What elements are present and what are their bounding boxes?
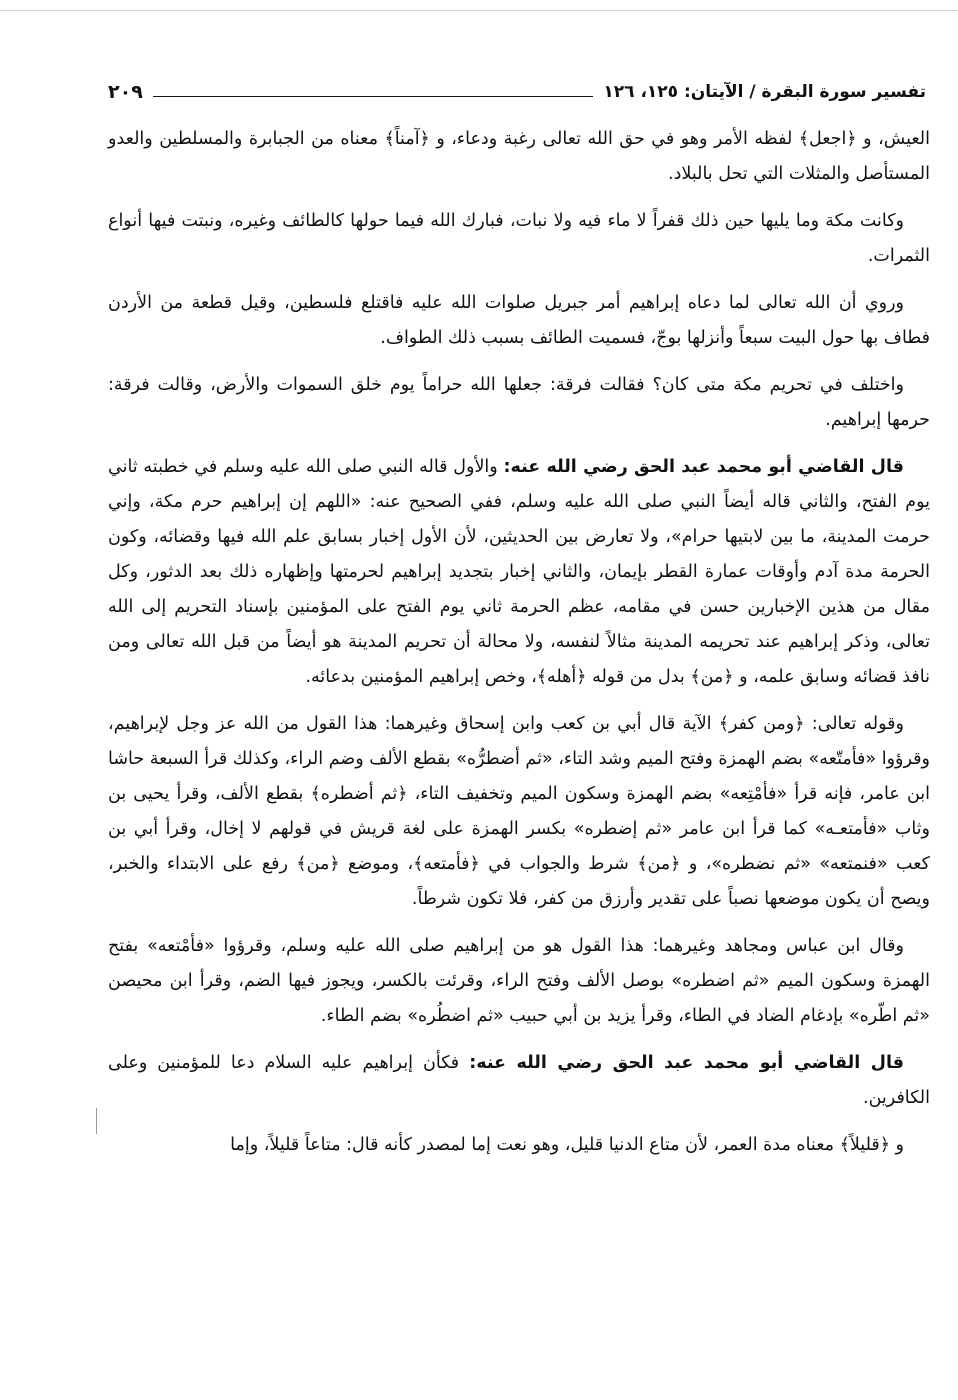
paragraph bbox=[108, 1128, 930, 1163]
page-body bbox=[108, 122, 930, 1382]
paragraph-text: فكأن إبراهيم عليه السلام دعا للمؤمنين وعلى الكافرين. bbox=[108, 1053, 930, 1108]
paragraph-text: العيش، و ﴿اجعل﴾ لفظه الأمر وهو في حق الله تعالى رغبة ودعاء، و ﴿آمناً﴾ معناه من الجبابرة والمسلطين والعدو المستأصل والمثلات التي تحل بالبلاد. bbox=[108, 129, 930, 184]
paragraph-lead: قال القاضي أبو محمد عبد الحق رضي الله عنه: bbox=[469, 1053, 904, 1073]
paragraph-text: واختلف في تحريم مكة متى كان؟ فقالت فرقة: جعلها الله حراماً يوم خلق السموات والأرض، وقالت فرقة: حرمها إبراهيم. bbox=[108, 375, 930, 430]
paragraph bbox=[108, 368, 930, 438]
page-number: ٢٠٩ bbox=[108, 81, 143, 103]
paragraph bbox=[108, 707, 930, 917]
paragraph-lead: قال القاضي أبو محمد عبد الحق رضي الله عنه: bbox=[503, 457, 904, 477]
paragraph bbox=[108, 204, 930, 274]
page-header bbox=[108, 76, 926, 108]
paragraph-text: وقال ابن عباس ومجاهد وغيرهما: هذا القول هو من إبراهيم صلى الله عليه وسلم، وقرؤوا «فأمْتعه» بفتح الهمزة وسكون الميم «ثم اضطره» بوصل الألف وفتح الراء، وقرئت بالكسر، ويجوز فيها الضم، وقرأ ابن محيصن «ثم اطّره» بإدغام الضاد في الطاء، وقرأ يزيد بن أبي حبيب «ثم اضطُره» بضم الطاء. bbox=[108, 936, 930, 1026]
paragraph bbox=[108, 286, 930, 356]
paragraph-text: وروي أن الله تعالى لما دعاه إبراهيم أمر جبريل صلوات الله عليه فاقتلع فلسطين، وقيل قطعة من الأردن فطاف بها حول البيت سبعاً وأنزلها بوجّ، فسميت الطائف بسبب ذلك الطواف. bbox=[108, 293, 930, 348]
paragraph bbox=[108, 929, 930, 1034]
margin-mark bbox=[96, 1108, 97, 1134]
running-title: تفسير سورة البقرة / الآيتان: ١٢٥، ١٢٦ bbox=[603, 82, 926, 102]
paragraph-text: وكانت مكة وما يليها حين ذلك قفراً لا ماء فيه ولا نبات، فبارك الله فيما حولها كالطائف وغيره، ونبتت فيها أنواع الثمرات. bbox=[108, 211, 930, 266]
paragraph-text: والأول قاله النبي صلى الله عليه وسلم في خطبته ثاني يوم الفتح، والثاني قاله أيضاً النبي صلى الله عليه وسلم، ففي الصحيح عنه: «اللهم إن إبراهيم حرم مكة، وإني حرمت المدينة، ما بين لابتيها حرام»، ولا تعارض بين الحديثين، لأن الأول إخبار بسابق علم الله فيها وقضائه، وكون الحرمة مدة آدم وأوقات عمارة القطر بإيمان، والثاني إخبار بتجديد إبراهيم لحرمتها وإظهاره ذلك بعد الدثور، وكل مقال من هذين الإخبارين حسن في مقامه، عظم الحرمة ثاني يوم الفتح على المؤمنين بإسناد التحريم إلى الله تعالى، وذكر إبراهيم عند تحريمه المدينة مثالاً لنفسه، ولا محالة أن تحريم المدينة هو أيضاً من قبل الله تعالى ومن نافذ قضائه وسابق علمه، و ﴿من﴾ بدل من قوله ﴿أهله﴾، وخص إبراهيم المؤمنين بدعائه. bbox=[108, 457, 930, 687]
header-rule bbox=[153, 96, 594, 97]
paragraph-text: وقوله تعالى: ﴿ومن كفر﴾ الآية قال أبي بن كعب وابن إسحاق وغيرهما: هذا القول من الله عز وجل لإبراهيم، وقرؤوا «فأمتّعه» بضم الهمزة وفتح الميم وشد التاء، «ثم أضطرُّه» بقطع الألف وضم الراء، وكذلك قرأ السبعة حاشا ابن عامر، فإنه قرأ «فأمْتِعه» بضم الهمزة وسكون الميم وتخفيف التاء، ﴿ثم أضطره﴾ بقطع الألف، وقرأ يحيى بن وثاب «فأمتعـه» كما قرأ ابن عامر «ثم إضطره» بكسر الهمزة على لغة قريش في قولهم لا إخال، وقرأ أبي بن كعب «فنمتعه» «ثم نضطره»، و ﴿من﴾ شرط والجواب في ﴿فأمتعه﴾، وموضع ﴿من﴾ رفع على الابتداء والخبر، ويصح أن يكون موضعها نصباً على تقدير وأرزق من كفر، فلا تكون شرطاً. bbox=[108, 714, 930, 909]
paragraph bbox=[108, 450, 930, 695]
paragraph-text: و ﴿قليلاً﴾ معناه مدة العمر، لأن متاع الدنيا قليل، وهو نعت إما لمصدر كأنه قال: متاعاً قليلاً، وإما bbox=[230, 1135, 904, 1155]
paragraph bbox=[108, 122, 930, 192]
paragraph bbox=[108, 1046, 930, 1116]
top-rule bbox=[0, 10, 958, 11]
